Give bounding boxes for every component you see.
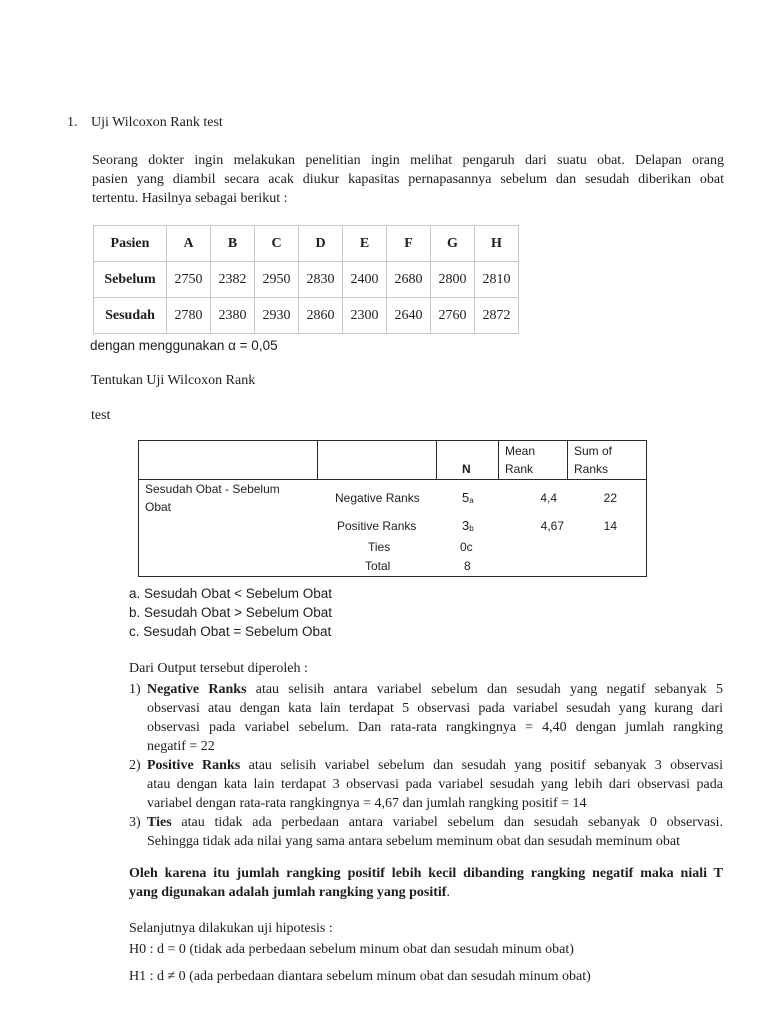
list-number: 2) bbox=[129, 758, 141, 773]
list-item-title: Positive Ranks bbox=[147, 758, 241, 773]
table-cell: 2860 bbox=[299, 298, 343, 334]
list-item-text: Sehingga tidak ada nilai yang sama antara sebelum meminum obat dan sesudah meminum obat bbox=[147, 834, 681, 849]
hypothesis-h0: H0 : d = 0 (tidak ada perbedaan sebelum minum obat dan sesudah minum obat) bbox=[129, 942, 574, 957]
table-header-cell: B bbox=[211, 226, 255, 262]
row-n: 0c bbox=[460, 540, 473, 554]
table-cell: 2780 bbox=[167, 298, 211, 334]
footnote: a. Sesudah Obat < Sebelum Obat bbox=[129, 586, 333, 601]
task-text-continued: test bbox=[91, 408, 111, 423]
pair-label-line: Sesudah Obat - Sebelum bbox=[145, 482, 280, 496]
list-item-text: atau dengan kata lain terdapat 3 observasi pada variabel sesudah yang lebih dari observasi pada bbox=[147, 777, 723, 792]
footnote: c. Sesudah Obat = Sebelum Obat bbox=[129, 624, 332, 639]
list-item-title: Ties bbox=[147, 815, 172, 830]
list-item-text: atau tidak ada perbedaan antara variabel sebelum dan sesudah sebanyak 0 observasi. bbox=[171, 815, 723, 830]
row-label: Ties bbox=[368, 540, 391, 554]
row-n bbox=[462, 517, 474, 538]
conclusion-line: Oleh karena itu jumlah rangking positif lebih kecil dibanding rangking negatif maka niali T bbox=[129, 866, 723, 881]
table-header-cell: Pasien bbox=[94, 226, 167, 262]
table-row bbox=[94, 262, 519, 298]
row-label: Total bbox=[365, 559, 391, 573]
table-header-cell: A bbox=[167, 226, 211, 262]
row-sum: 14 bbox=[603, 519, 617, 533]
row-sum: 22 bbox=[603, 491, 617, 505]
table-header-cell: F bbox=[387, 226, 431, 262]
header-sum-line: Sum of bbox=[574, 444, 613, 458]
table-cell: 2930 bbox=[255, 298, 299, 334]
table-cell: 2760 bbox=[431, 298, 475, 334]
question-title: Uji Wilcoxon Rank test bbox=[91, 115, 223, 130]
list-item-text: observasi atau dengan kata lain terdapat 5 observasi pada variabel sesudah yang kurang dari bbox=[147, 701, 723, 716]
table-header-cell: D bbox=[299, 226, 343, 262]
row-label: Negative Ranks bbox=[335, 491, 420, 505]
header-mean-rank bbox=[505, 442, 535, 478]
list-item-text: variabel dengan rata-rata rangkingnya = 4,67 dan jumlah rangking positif = 14 bbox=[147, 796, 587, 811]
list-number: 3) bbox=[129, 815, 141, 830]
hypothesis-intro: Selanjutnya dilakukan uji hipotesis : bbox=[129, 921, 333, 936]
row-n bbox=[462, 489, 474, 510]
table-cell: 2380 bbox=[211, 298, 255, 334]
hypothesis-h1: H1 : d ≠ 0 (ada perbedaan diantara sebelum minum obat dan sesudah minum obat) bbox=[129, 969, 591, 984]
data-table bbox=[93, 225, 519, 334]
table-header-row bbox=[94, 226, 519, 262]
points-list bbox=[129, 680, 725, 851]
list-item bbox=[129, 680, 725, 756]
n-value: 3 bbox=[462, 518, 470, 533]
conclusion bbox=[129, 864, 723, 902]
table-cell: 2800 bbox=[431, 262, 475, 298]
table-cell: 2830 bbox=[299, 262, 343, 298]
table-cell: 2810 bbox=[475, 262, 519, 298]
divider bbox=[567, 441, 568, 479]
footnotes bbox=[129, 584, 332, 641]
list-item-text: negatif = 22 bbox=[147, 739, 215, 754]
list-item bbox=[129, 756, 725, 813]
list-item-text: observasi pada variabel sebelum. Dan rata-rata rangkingnya = 4,40 dengan jumlah rangking bbox=[147, 720, 723, 735]
list-item bbox=[129, 813, 725, 851]
divider bbox=[317, 441, 318, 479]
divider bbox=[498, 441, 499, 479]
header-sum-line: Ranks bbox=[574, 462, 609, 476]
intro-line: Seorang dokter ingin melakukan penelitian ingin melihat pengaruh dari suatu obat. Delapan orang bbox=[92, 153, 724, 168]
alpha-text: dengan menggunakan α = 0,05 bbox=[90, 338, 278, 353]
table-row bbox=[94, 298, 519, 334]
header-sum-ranks bbox=[574, 442, 612, 478]
task-text: Tentukan Uji Wilcoxon Rank bbox=[91, 373, 256, 388]
n-value: 5 bbox=[462, 490, 470, 505]
table-header-cell: G bbox=[431, 226, 475, 262]
table-cell: 2872 bbox=[475, 298, 519, 334]
list-item-title: Negative Ranks bbox=[147, 682, 247, 697]
table-cell: 2640 bbox=[387, 298, 431, 334]
table-cell: 2950 bbox=[255, 262, 299, 298]
conclusion-period: . bbox=[446, 885, 450, 900]
intro-paragraph bbox=[92, 151, 724, 208]
list-item-text: atau selisih variabel sebelum dan sesudah yang positif sebanyak 3 observasi bbox=[240, 758, 723, 773]
n-footnote: a bbox=[469, 496, 474, 505]
row-n: 8 bbox=[464, 559, 471, 573]
footnote: b. Sesudah Obat > Sebelum Obat bbox=[129, 605, 333, 620]
header-n: N bbox=[462, 462, 471, 476]
divider bbox=[436, 441, 437, 479]
header-mean-line: Mean bbox=[505, 444, 536, 458]
table-cell: 2750 bbox=[167, 262, 211, 298]
pair-label bbox=[145, 480, 280, 516]
table-cell: 2300 bbox=[343, 298, 387, 334]
table-header-cell: E bbox=[343, 226, 387, 262]
intro-line: tertentu. Hasilnya sebagai berikut : bbox=[92, 191, 288, 206]
table-header-cell: H bbox=[475, 226, 519, 262]
table-row-label: Sebelum bbox=[94, 262, 167, 298]
row-mean: 4,4 bbox=[540, 491, 557, 505]
list-item-text: atau selisih antara variabel sebelum dan sesudah yang negatif sebanyak 5 bbox=[246, 682, 723, 697]
pair-label-line: Obat bbox=[145, 500, 172, 514]
table-cell: 2680 bbox=[387, 262, 431, 298]
output-intro: Dari Output tersebut diperoleh : bbox=[129, 661, 308, 676]
intro-line: pasien yang diambil secara acak diukur kapasitas pernapasannya sebelum dan sesudah diberikan obat bbox=[92, 172, 724, 187]
table-cell: 2400 bbox=[343, 262, 387, 298]
table-cell: 2382 bbox=[211, 262, 255, 298]
list-number: 1) bbox=[129, 682, 141, 697]
n-footnote: b bbox=[469, 524, 474, 533]
question-number: 1. bbox=[67, 115, 78, 130]
header-mean-line: Rank bbox=[505, 462, 534, 476]
conclusion-line: yang digunakan adalah jumlah rangking yang positif bbox=[129, 885, 447, 900]
table-row-label: Sesudah bbox=[94, 298, 167, 334]
row-label: Positive Ranks bbox=[337, 519, 417, 533]
spss-ranks-table bbox=[138, 440, 647, 577]
row-mean: 4,67 bbox=[540, 519, 564, 533]
table-header-cell: C bbox=[255, 226, 299, 262]
